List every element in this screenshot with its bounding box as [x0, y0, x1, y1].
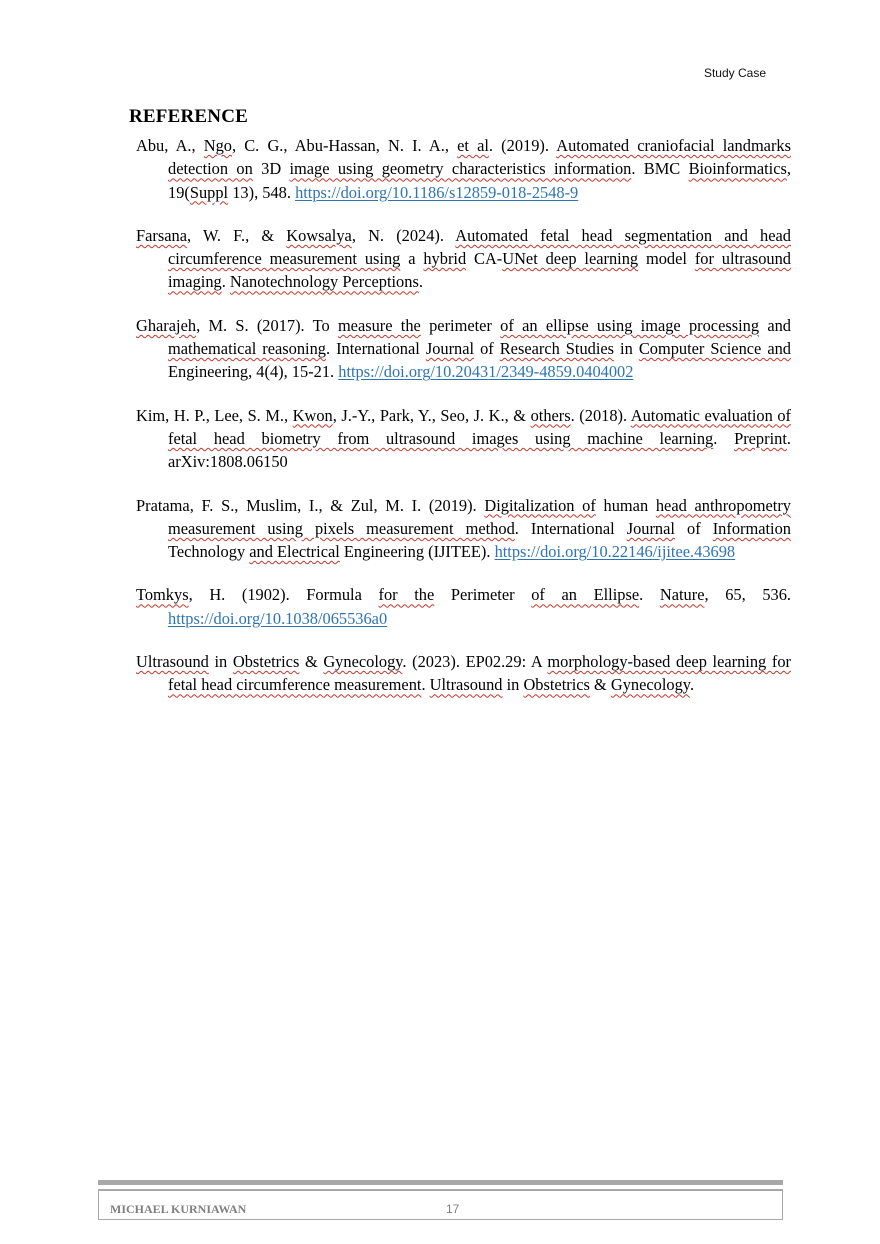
reference-text: of: [474, 339, 500, 359]
reference-text: perimeter: [420, 315, 501, 335]
reference-text: Tomkys: [136, 585, 189, 605]
reference-text: , 19(: [168, 159, 791, 202]
reference-text: Research Studies: [499, 339, 615, 359]
footer-author: MICHAEL KURNIAWAN: [110, 1202, 247, 1216]
reference-text: . International: [326, 339, 426, 359]
reference-text: CA-: [466, 249, 503, 269]
page-number: 17: [446, 1202, 460, 1216]
reference-text: in: [614, 339, 639, 359]
reference-text: Gynecology: [610, 675, 690, 695]
footer-rule: [98, 1180, 783, 1185]
reference-text: Ngo: [203, 136, 232, 155]
reference-text: .: [421, 675, 430, 695]
reference-text: Pratama, F. S., Muslim, I., & Zul, M. I. (2019).: [136, 495, 485, 515]
reference-text: Bioinformatics: [688, 159, 787, 179]
reference-text: , M. S. (2017). To: [196, 315, 338, 335]
reference-text: Obstetrics: [232, 652, 300, 672]
reference-text: .: [418, 272, 423, 292]
reference-text: mathematical reasoning: [168, 339, 326, 359]
reference-text: and: [759, 315, 791, 335]
reference-text: Journal: [626, 518, 675, 538]
reference-text: .: [221, 272, 230, 292]
reference-text: , W. F., &: [186, 225, 287, 245]
reference-text: others: [530, 405, 571, 425]
reference-text: Automated craniofacial landmarks detection on: [168, 136, 791, 179]
section-heading: REFERENCE: [129, 106, 248, 127]
reference-text: Engineering, 4(4), 15-21.: [168, 362, 339, 382]
reference-text: model: [638, 249, 695, 269]
reference-text: Obstetrics: [523, 675, 590, 695]
reference-text: Perimeter: [434, 585, 532, 605]
reference-text: Kwon: [292, 405, 333, 425]
reference-text: Automatic evaluation of fetal head biometry from ultrasound images using machine learning: [168, 405, 791, 448]
reference-text: Computer Science and: [638, 339, 791, 359]
reference-text: of an Ellipse: [531, 585, 640, 605]
reference-text: . International: [514, 518, 627, 538]
reference-text: of: [674, 518, 713, 538]
reference-text: human: [595, 495, 656, 515]
reference-text: &: [299, 652, 324, 672]
reference-text: Journal: [425, 339, 475, 359]
reference-text: Suppl: [189, 182, 229, 202]
reference-text: a: [400, 249, 424, 269]
reference-text: . BMC: [631, 159, 689, 179]
doi-link[interactable]: https://doi.org/10.1186/s12859-018-2548-9: [295, 182, 579, 202]
doi-link[interactable]: https://doi.org/10.22146/ijitee.43698: [494, 542, 736, 562]
running-header: Study Case: [703, 66, 766, 80]
reference-text: , J.-Y., Park, Y., Seo, J. K., &: [332, 405, 531, 425]
doi-link[interactable]: https://doi.org/10.20431/2349-4859.0404002: [338, 362, 634, 382]
reference-text: Preprint: [734, 428, 787, 448]
reference-text: Nature: [659, 585, 705, 605]
reference-entry: [136, 314, 791, 384]
reference-text: Automated fetal head segmentation and head circumference measurement using: [168, 225, 791, 269]
reference-text: , 65, 536.: [704, 585, 792, 605]
reference-list: [136, 134, 791, 717]
reference-text: for the: [378, 585, 435, 605]
reference-text: 13), 548.: [228, 182, 296, 202]
reference-text: hybrid: [423, 249, 467, 269]
reference-text: Abu, A.,: [136, 136, 204, 155]
reference-text: . (2019).: [488, 136, 557, 155]
reference-text: Engineering (IJITEE).: [339, 542, 495, 562]
reference-text: 3D: [252, 159, 290, 179]
reference-text: Farsana: [136, 225, 187, 245]
reference-text: for ultrasound imaging: [168, 249, 791, 292]
reference-text: Digitalization of: [484, 495, 596, 515]
reference-text: &: [589, 675, 611, 695]
reference-entry: [136, 494, 791, 564]
reference-text: in: [502, 675, 524, 695]
reference-text: . (2023). EP02.29: A: [402, 652, 548, 672]
reference-text: Information: [712, 518, 791, 538]
reference-entry: [136, 404, 791, 474]
reference-text: Kowsalya: [286, 225, 352, 245]
reference-text: Technology: [168, 542, 250, 562]
reference-text: Gynecology: [323, 652, 403, 672]
reference-text: in: [208, 652, 233, 672]
reference-text: measure the: [337, 315, 421, 335]
reference-entry: [136, 224, 791, 294]
reference-text: , N. (2024).: [351, 225, 456, 245]
reference-text: Kim, H. P., Lee, S. M.,: [136, 405, 293, 425]
reference-entry: [136, 650, 791, 697]
reference-text: . arXiv:1808.06150: [168, 428, 791, 472]
reference-text: UNet deep learning: [502, 249, 639, 269]
reference-text: , H. (1902). Formula: [188, 585, 379, 605]
reference-text: Gharajeh: [136, 315, 197, 335]
reference-text: . (2018).: [570, 405, 631, 425]
reference-text: .: [689, 675, 695, 695]
reference-text: et al: [457, 136, 489, 155]
reference-text: Nanotechnology Perceptions: [229, 272, 419, 292]
reference-text: .: [713, 428, 735, 448]
reference-text: Ultrasound: [136, 652, 209, 672]
reference-text: image using geometry characteristics information: [289, 159, 632, 179]
doi-link[interactable]: https://doi.org/10.1038/065536a0: [168, 608, 388, 628]
reference-text: head anthropometry measurement using pixels measurement method: [168, 495, 791, 538]
reference-text: Ultrasound: [429, 675, 503, 695]
reference-text: of an ellipse using image processing: [500, 315, 760, 335]
reference-entry: [136, 583, 791, 630]
reference-text: and Electrical: [249, 542, 340, 562]
reference-entry: [136, 134, 791, 204]
reference-text: .: [639, 585, 660, 605]
reference-text: morphology-based deep learning for fetal head circumference measurement: [168, 652, 791, 695]
reference-text: , C. G., Abu-Hassan, N. I. A.,: [232, 136, 458, 155]
